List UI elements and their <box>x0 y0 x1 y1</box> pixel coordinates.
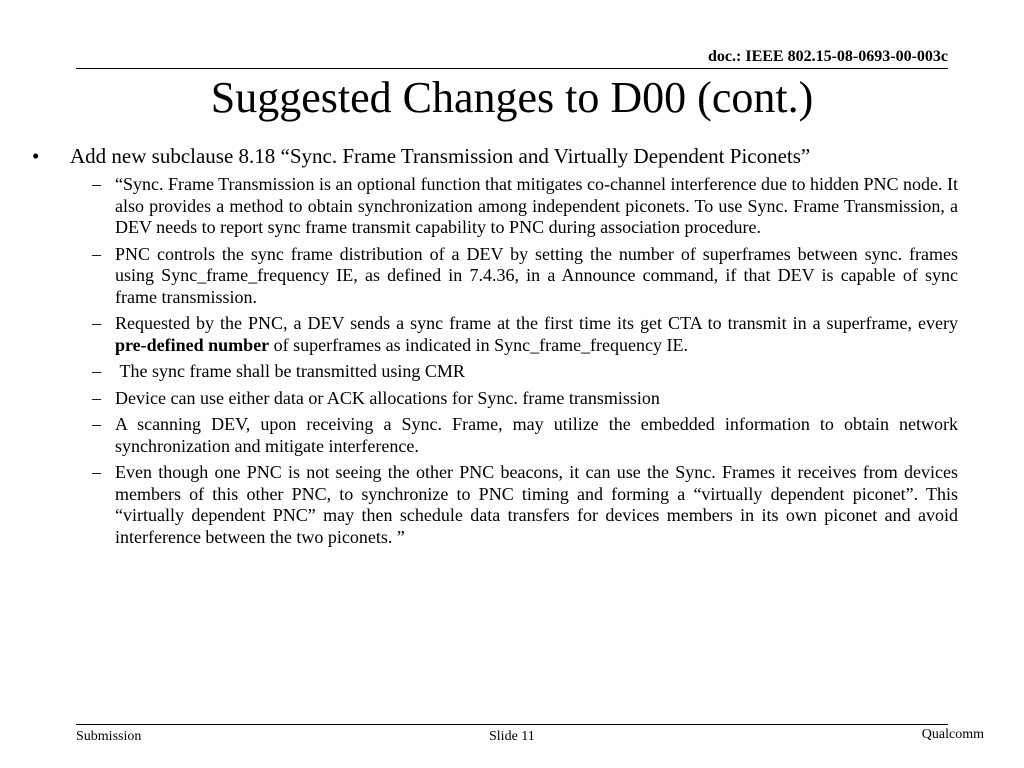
sub-bullet-text: PNC controls the sync frame distribution of a DEV by setting the number of superframes between sync. frames using Sync_frame_frequency IE, as defined in 7.4.36, in a Announce command, if that DEV is capable of sync frame transmission. <box>115 243 958 307</box>
sub-bullet-text: The sync frame shall be transmitted using CMR <box>115 361 465 381</box>
sub-bullet-text: Even though one PNC is not seeing the other PNC beacons, it can use the Sync. Frames it receives from devices members of this other PNC, to synchronize to PNC timing and forming a “virtually dependent piconet”. This “virtually dependent PNC” may then schedule data transfers for devices members in its own piconet and avoid interference between the two piconets. ” <box>115 462 958 547</box>
sub-bullet-text: A scanning DEV, upon receiving a Sync. Frame, may utilize the embedded information to obtain network synchronization and mitigate interference. <box>115 414 958 456</box>
sub-bullet-item <box>92 313 958 356</box>
dash-mark: – <box>92 361 101 381</box>
sub-bullet-text: “Sync. Frame Transmission is an optional function that mitigates co-channel interference due to hidden PNC node. It also provides a method to obtain synchronization among independent piconets. To use Sync. Frame Transmission, a DEV needs to report sync frame transmit capability to PNC during association procedure. <box>115 174 958 237</box>
main-bullet-text: Add new subclause 8.18 “Sync. Frame Transmission and Virtually Dependent Piconets” <box>70 144 811 168</box>
sub-bullet-item <box>92 462 958 548</box>
sub-bullet-text <box>115 313 958 356</box>
dash-mark: – <box>92 387 101 408</box>
footer-submission: Submission <box>76 729 142 744</box>
bullet-mark: • <box>32 144 40 168</box>
sub-bullet-item <box>92 174 958 239</box>
sub-bullet-item <box>92 244 958 309</box>
doc-id: doc.: IEEE 802.15-08-0693-00-003c <box>708 48 948 65</box>
slide-title: Suggested Changes to D00 (cont.) <box>210 73 814 122</box>
dash-mark: – <box>92 174 101 194</box>
dash-mark: – <box>92 414 101 434</box>
main-bullet <box>32 144 958 168</box>
footer-slide-number: Slide 11 <box>489 729 535 744</box>
sub-bullet-item <box>92 361 958 383</box>
sub-bullet-text: Device can use either data or ACK allocations for Sync. frame transmission <box>115 387 660 408</box>
bold-phrase: pre-defined number <box>115 334 270 355</box>
sub-bullet-list <box>92 174 958 548</box>
slide-body <box>32 144 958 553</box>
sub-bullet-item <box>92 414 958 457</box>
sub-text-part: Requested by the PNC, a DEV sends a sync frame at the first time its get CTA to transmit in a superframe, every <box>115 313 958 333</box>
sub-text-part: of superframes as indicated in Sync_frame_frequency IE. <box>269 334 689 355</box>
sub-bullet-item <box>92 388 958 410</box>
dash-mark: – <box>92 243 101 264</box>
dash-mark: – <box>92 462 101 482</box>
dash-mark: – <box>92 313 101 333</box>
footer-rule <box>76 724 948 725</box>
footer-company: Qualcomm <box>921 727 984 742</box>
header-rule <box>76 68 948 69</box>
